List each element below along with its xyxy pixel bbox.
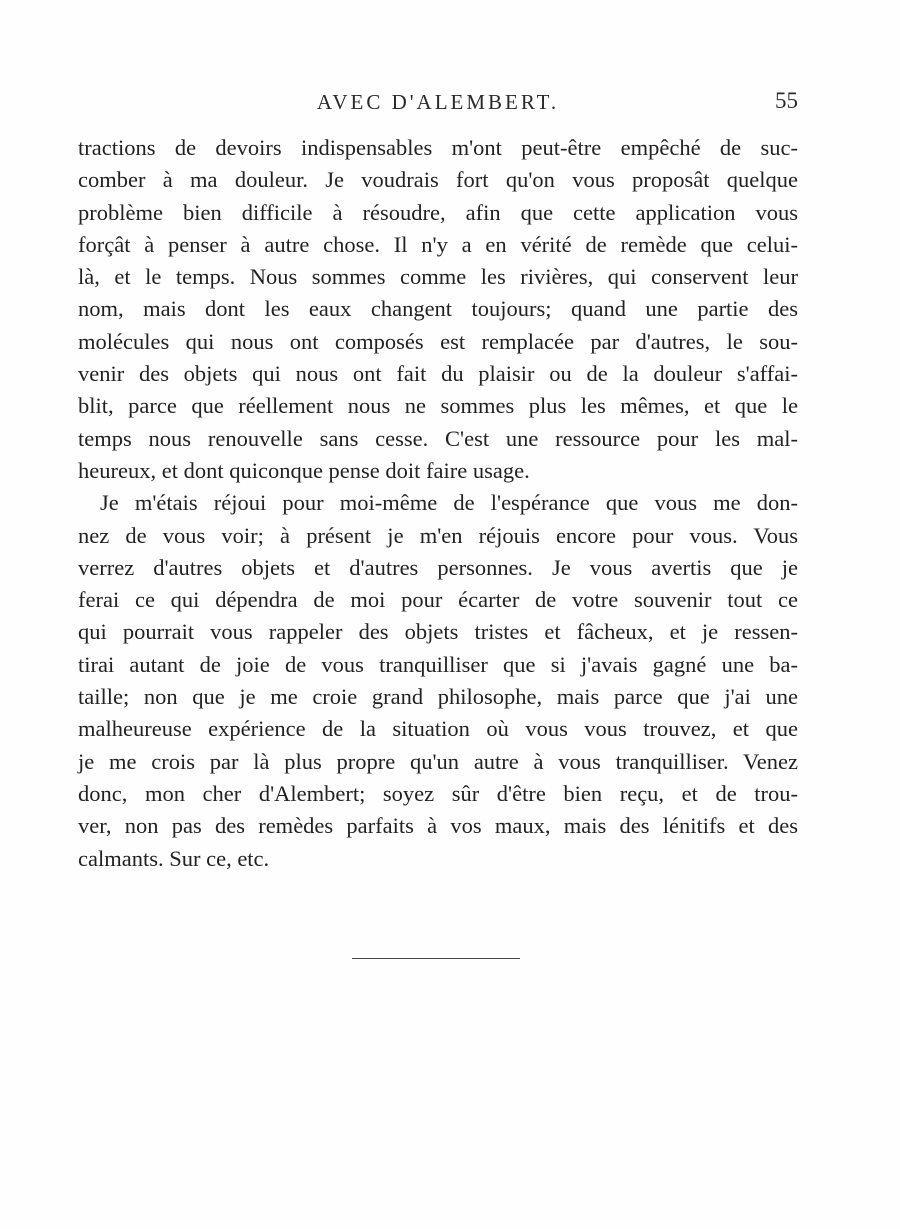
text-line: forçât à penser à autre chose. Il n'y a en vérité de remède que celui- [78, 231, 798, 257]
text-line: temps nous renouvelle sans cesse. C'est une ressource pour les mal- [78, 425, 798, 451]
text-line: là, et le temps. Nous sommes comme les rivières, qui conservent leur [78, 264, 798, 290]
text-line: ferai ce qui dépendra de moi pour écarter de votre souvenir tout ce [78, 587, 798, 613]
text-line: tirai autant de joie de vous tranquilliser que si j'avais gagné une ba- [78, 651, 798, 677]
text-line: donc, mon cher d'Alembert; soyez sûr d'être bien reçu, et de trou- [78, 780, 798, 806]
text-line: comber à ma douleur. Je voudrais fort qu'on vous proposât quelque [78, 167, 798, 193]
text-line: nez de vous voir; à présent je m'en réjouis encore pour vous. Vous [78, 522, 798, 548]
text-line: calmants. Sur ce, etc. [78, 845, 270, 871]
text-line: nom, mais dont les eaux changent toujours; quand une partie des [78, 296, 798, 322]
text-line: verrez d'autres objets et d'autres personnes. Je vous avertis que je [78, 554, 798, 580]
end-rule [352, 958, 520, 959]
text-line: ver, non pas des remèdes parfaits à vos maux, mais des lénitifs et des [78, 813, 798, 839]
text-line: Je m'étais réjoui pour moi-même de l'espérance que vous me don- [100, 490, 798, 516]
text-line: molécules qui nous ont composés est remplacée par d'autres, le sou- [78, 328, 798, 354]
paragraph-2 [78, 487, 798, 875]
text-line: blit, parce que réellement nous ne sommes plus les mêmes, et que le [78, 393, 798, 419]
text-line: problème bien difficile à résoudre, afin que cette application vous [78, 199, 798, 225]
text-line: heureux, et dont quiconque pense doit faire usage. [78, 457, 530, 483]
body-text [78, 132, 798, 875]
page-number: 55 [775, 88, 798, 113]
running-title: AVEC D'ALEMBERT. [316, 90, 560, 114]
text-line: taille; non que je me croie grand philosophe, mais parce que j'ai une [78, 684, 798, 710]
running-head [78, 88, 798, 122]
text-line: malheureuse expérience de la situation où vous vous trouvez, et que [78, 716, 798, 742]
paragraph-1 [78, 132, 798, 487]
text-line: qui pourrait vous rappeler des objets tristes et fâcheux, et je ressen- [78, 619, 798, 645]
text-line: je me crois par là plus propre qu'un autre à vous tranquilliser. Venez [78, 748, 798, 774]
text-line: venir des objets qui nous ont fait du plaisir ou de la douleur s'affai- [78, 361, 798, 387]
text-line: tractions de devoirs indispensables m'ont peut-être empêché de suc- [78, 135, 798, 160]
